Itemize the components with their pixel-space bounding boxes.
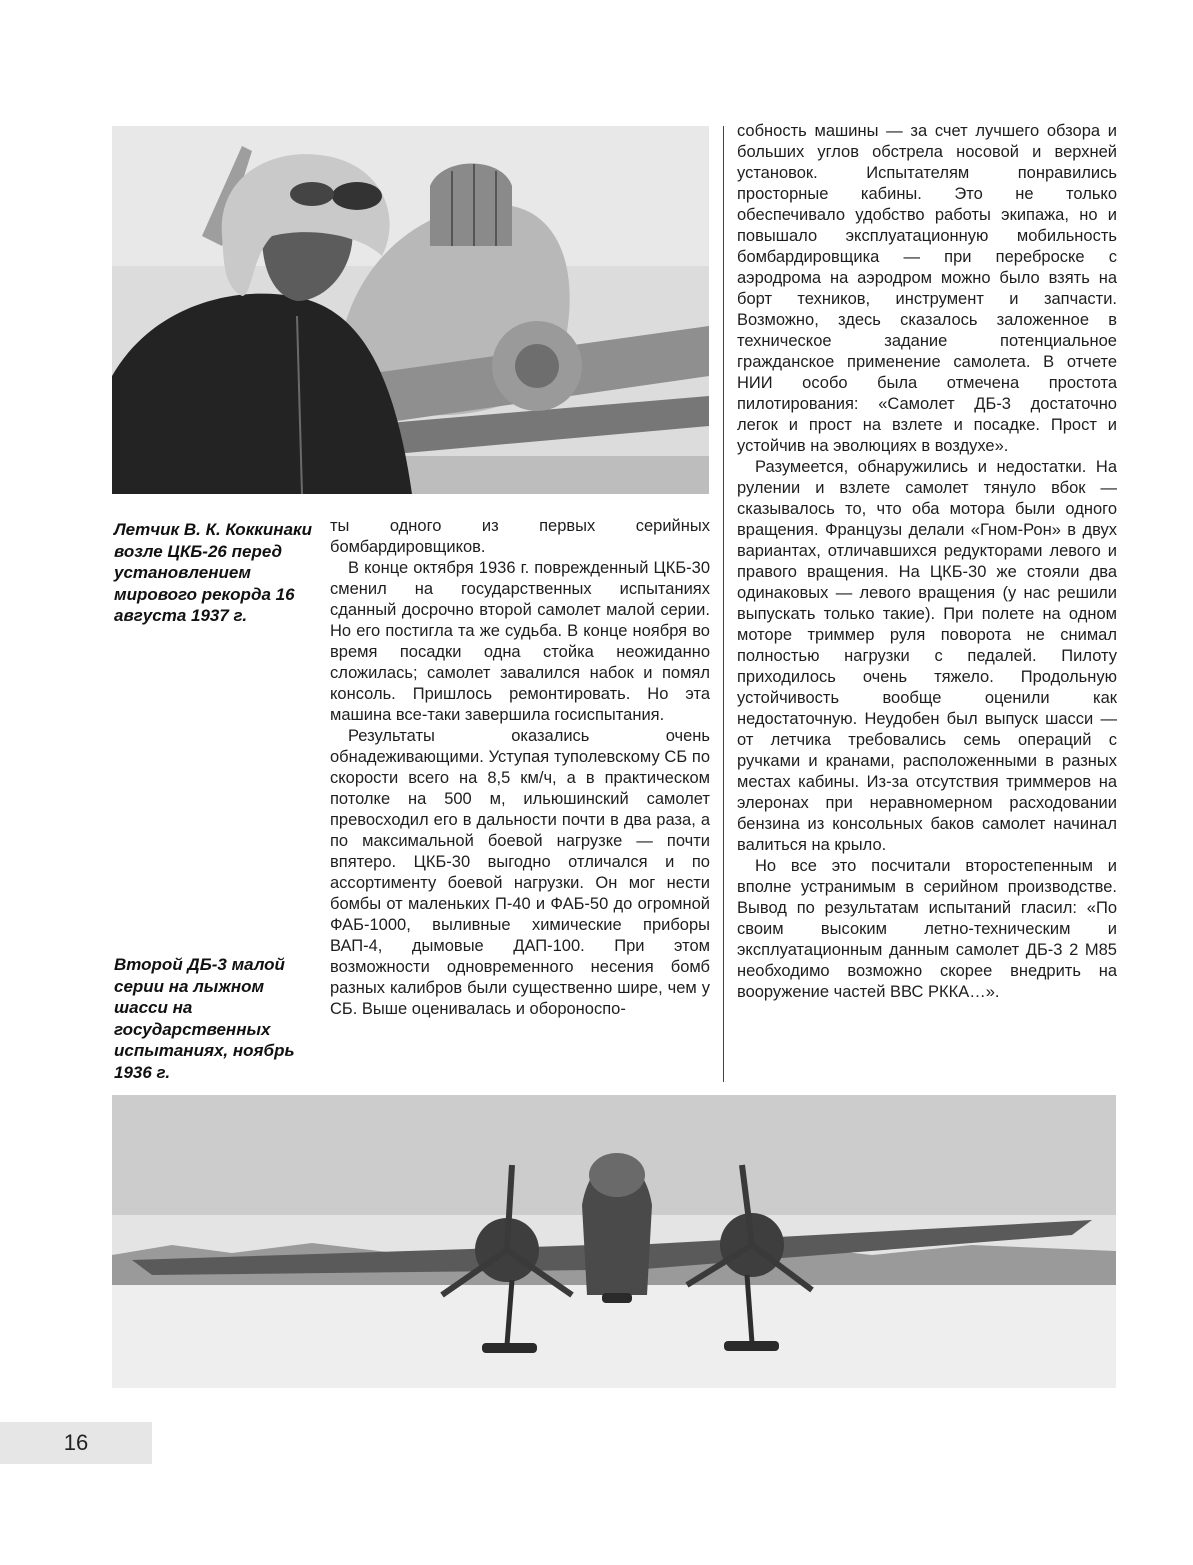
photo-pilot-kokkinaki	[112, 126, 709, 494]
caption-bottom-photo: Второй ДБ-3 малой серии на лыжном шасси на государственных испытаниях, ноябрь 1936 г.	[114, 955, 295, 1082]
paragraph: ты одного из первых серийных бомбардировщиков.	[330, 517, 710, 556]
text-column-right	[737, 121, 1117, 1084]
paragraph: собность машины — за счет лучшего обзора и больших углов обстрела носовой и верхней установок. Испытателям понравились просторные кабины. Это не только обеспечивало удобство работы экипажа, но и повышало эксплуатационную мобильность бомбардировщика — при переброске с аэродрома на аэродром можно было взять на борт техников, инструмент и запчасти. Возможно, здесь сказалось заложенное в техническое задание потенциальное гражданское применение самолета. В отчете НИИ особо была отмечена простота пилотирования: «Самолет ДБ-3 достаточно легок и прост на взлете и посадке. Прост и устойчив на эволюциях в воздухе».	[737, 122, 1117, 455]
paragraph: Разумеется, обнаружились и недостатки. На рулении и взлете самолет тянуло вбок — сказывалось то, что оба мотора были одного вращения. Французы делали «Гном-Рон» в двух вариантах, отличавшихся редукторами левого и правого вращения. На ЦКБ-30 же стояли два одинаковых — левого вращения (у нас решили выпускать только такие). При полете на одном моторе триммер руля поворота не снимал полностью нагрузки с педалей. Пилоту приходилось очень тяжело. Продольную устойчивость вообще оценили как недостаточную. Неудобен был выпуск шасси — от летчика требовались семь операций с ручками и кранами, расположенными в разных местах кабины. Из-за отсутствия триммеров на элеронах при неравномерном расходовании бензина из консольных баков самолет начинал валиться на крыло.	[737, 458, 1117, 854]
photo-db3-on-skis	[112, 1095, 1116, 1388]
paragraph: Результаты оказались очень обнадеживающими. Уступая туполевскому СБ по скорости всего на 8,5 км/ч, а в практическом потолке на 500 м, ильюшинский самолет превосходил его в дальности почти в два раза, а по максимальной боевой нагрузке — почти впятеро. ЦКБ-30 выгодно отличался и по ассортименту боевой нагрузки. Он мог нести бомбы от маленьких П-40 и ФАБ-50 до огромной ФАБ-1000, выливные химические приборы ВАП-4, дымовые ДАП-100. При этом возможности одновременного несения бомб разных калибров были существенно шире, чем у СБ. Выше оценивалась и обороноспо-	[330, 727, 710, 1018]
caption-top-photo: Летчик В. К. Коккинаки возле ЦКБ-26 перед установлением мирового рекорда 16 августа 1937 г.	[114, 520, 313, 625]
paragraph: Но все это посчитали второстепенным и вполне устранимым в серийном производстве. Вывод по результатам испытаний гласил: «По своим высоким летно-техническим и эксплуатационным данным самолет ДБ-3 2 М85 необходимо возможно скорее внедрить на вооружение частей ВВС РККА…».	[737, 857, 1117, 1001]
column-divider	[723, 126, 724, 1082]
photo-db3-on-skis-image	[112, 1095, 1116, 1388]
photo-pilot-kokkinaki-image	[112, 126, 709, 494]
page-number: 16	[63, 1430, 89, 1455]
paragraph: В конце октября 1936 г. поврежденный ЦКБ-30 сменил на государственных испытаниях сданный досрочно второй самолет малой серии. Но его постигла та же судьба. В конце ноября во время посадки одна стойка неожиданно сложилась; самолет завалился набок и помял консоль. Пришлось ремонтировать. Но эта машина все-таки завершила госиспытания.	[330, 559, 710, 724]
text-column-middle	[330, 516, 710, 1079]
